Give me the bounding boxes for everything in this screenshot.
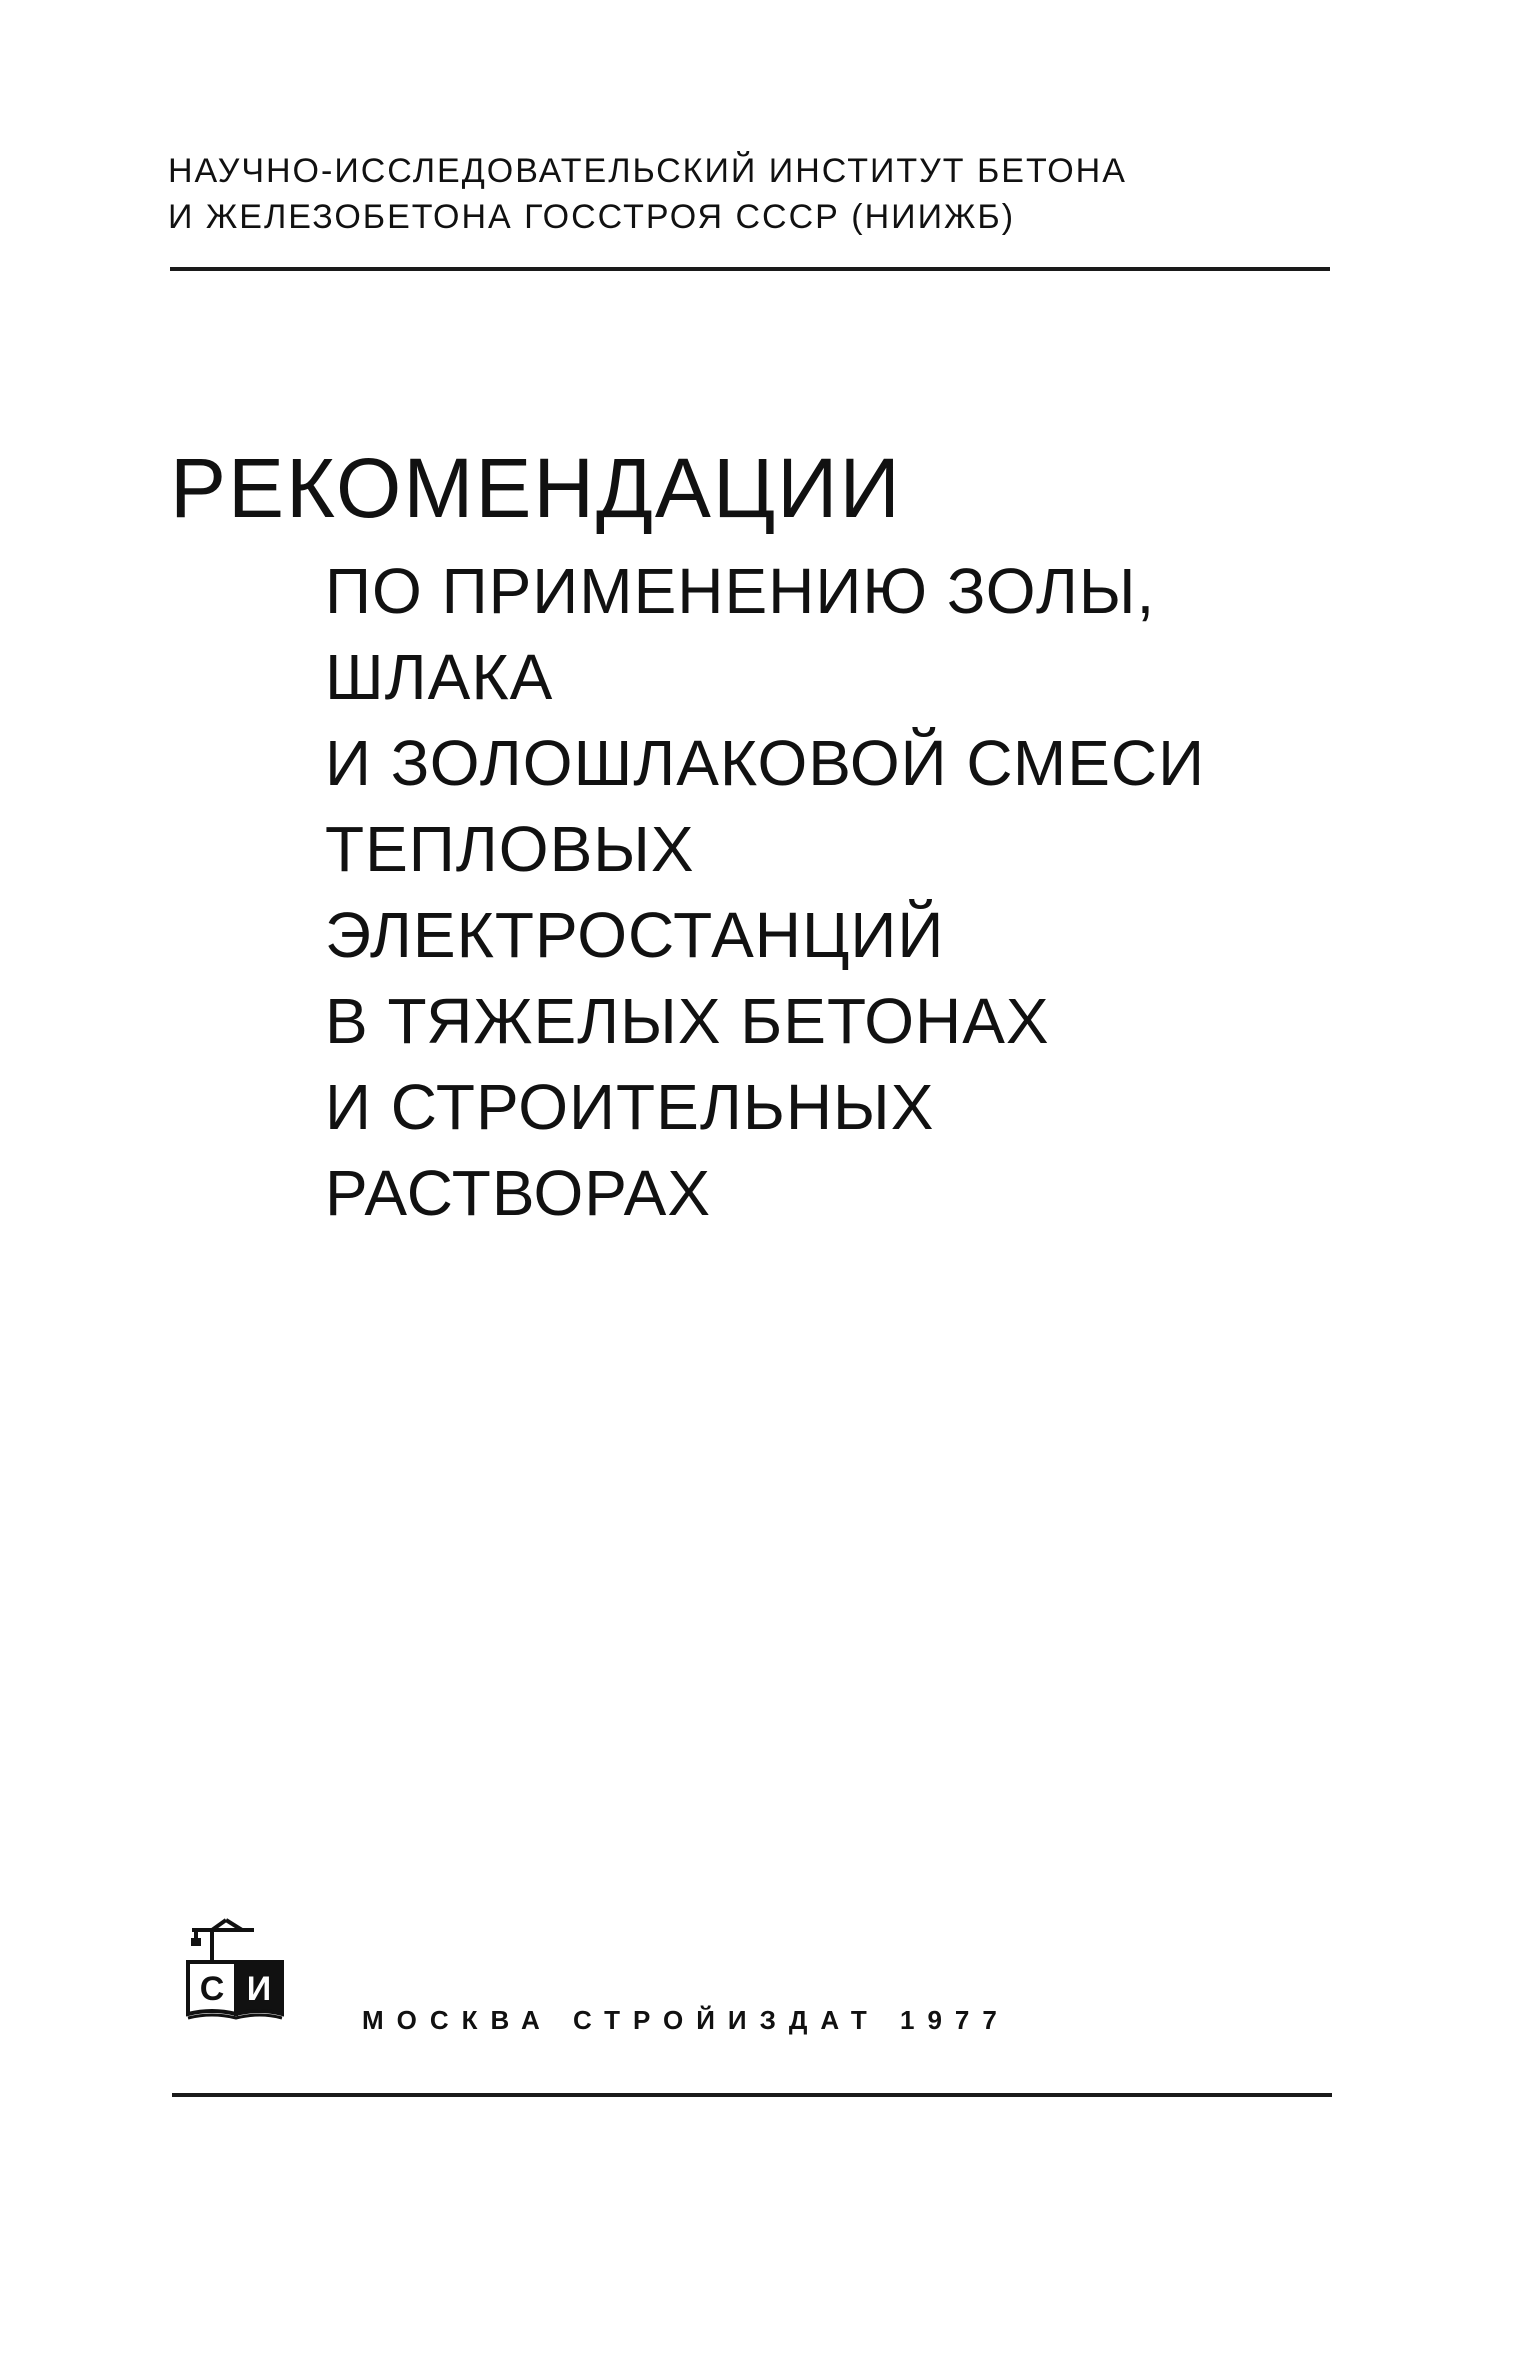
logo-letter-left: С	[199, 1970, 225, 2008]
subtitle-line-1: ПО ПРИМЕНЕНИЮ ЗОЛЫ,	[325, 555, 1156, 627]
institute-line-2: И ЖЕЛЕЗОБЕТОНА ГОССТРОЯ СССР (НИИЖБ)	[168, 198, 1016, 236]
bottom-divider	[172, 2093, 1332, 2097]
institute-line-1: НАУЧНО-ИССЛЕДОВАТЕЛЬСКИЙ ИНСТИТУТ БЕТОНА	[168, 152, 1127, 190]
publisher-logo-icon	[182, 1918, 306, 2036]
subtitle-line-3: И ЗОЛОШЛАКОВОЙ СМЕСИ	[325, 727, 1206, 799]
document-subtitle	[325, 548, 1205, 1236]
logo-letter-right: И	[246, 1970, 272, 2008]
top-divider	[170, 267, 1330, 271]
subtitle-line-5: ЭЛЕКТРОСТАНЦИЙ	[325, 899, 945, 971]
subtitle-line-7: И СТРОИТЕЛЬНЫХ	[325, 1071, 935, 1143]
institute-header	[168, 148, 1127, 240]
publisher-imprint: МОСКВА СТРОЙИЗДАТ 1977	[362, 2005, 1010, 2035]
subtitle-line-8: РАСТВОРАХ	[325, 1157, 711, 1229]
subtitle-line-2: ШЛАКА	[325, 641, 554, 713]
subtitle-line-4: ТЕПЛОВЫХ	[325, 813, 695, 885]
document-title: РЕКОМЕНДАЦИИ	[170, 441, 902, 535]
subtitle-line-6: В ТЯЖЕЛЫХ БЕТОНАХ	[325, 985, 1050, 1057]
